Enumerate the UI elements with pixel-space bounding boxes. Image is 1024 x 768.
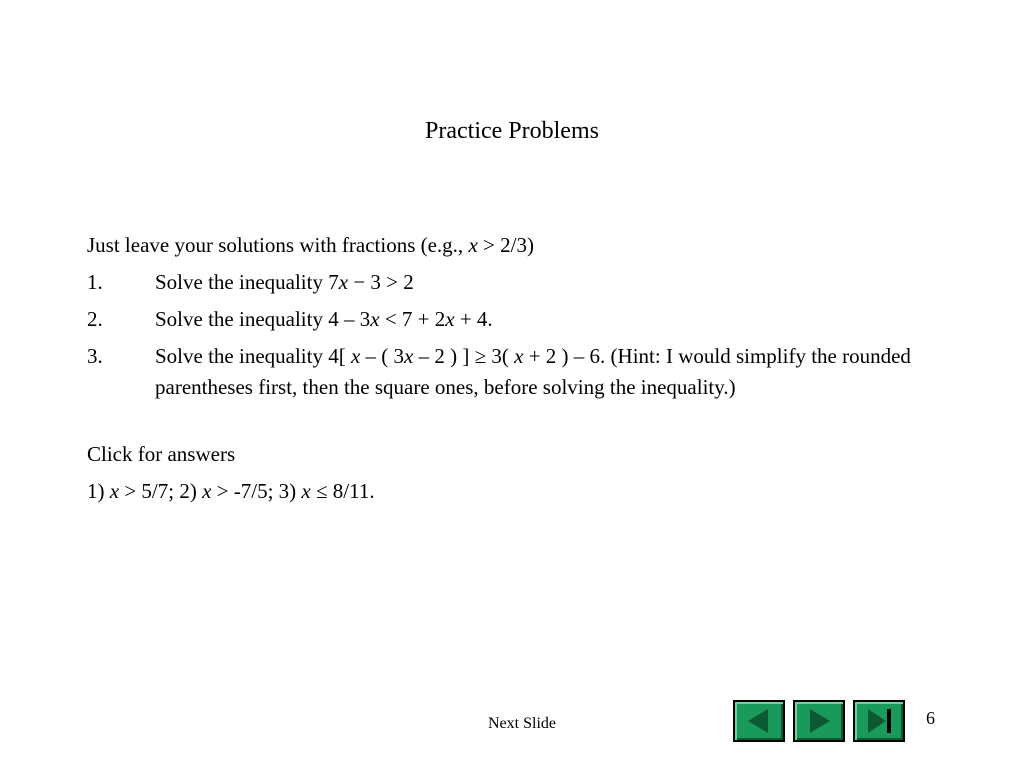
next-slide-button[interactable] [793,700,845,742]
problem-text: Solve the inequality 4 – 3x < 7 + 2x + 4. [155,307,493,331]
slide-navigation [733,700,905,742]
next-slide-link[interactable]: Next Slide [488,715,556,732]
problem-number: 1. [87,270,103,294]
intro-text: Just leave your solutions with fractions (e.g., x > 2/3) [87,233,534,257]
skip-to-end-icon [864,706,894,736]
previous-slide-button[interactable] [733,700,785,742]
slide-body [87,230,947,513]
click-for-answers-link[interactable]: Click for answers [87,442,236,466]
triangle-left-icon [744,706,774,736]
problem-1 [87,267,947,298]
last-slide-button[interactable] [853,700,905,742]
problem-text: Solve the inequality 4[ x – ( 3x – 2 ) ] ≥ 3( x + 2 ) – 6. (Hint: I would simplify the rounded parentheses first, then the square ones, before solving the inequality.) [155,344,911,399]
problem-3 [87,341,947,403]
problem-text: Solve the inequality 7x − 3 > 2 [155,270,414,294]
triangle-right-icon [804,706,834,736]
slide-title: Practice Problems [425,118,599,144]
problem-2 [87,304,947,335]
answers-text: 1) x > 5/7; 2) x > -7/5; 3) x ≤ 8/11. [87,479,375,503]
page-number: 6 [926,708,935,728]
problem-number: 3. [87,344,103,368]
problem-number: 2. [87,307,103,331]
